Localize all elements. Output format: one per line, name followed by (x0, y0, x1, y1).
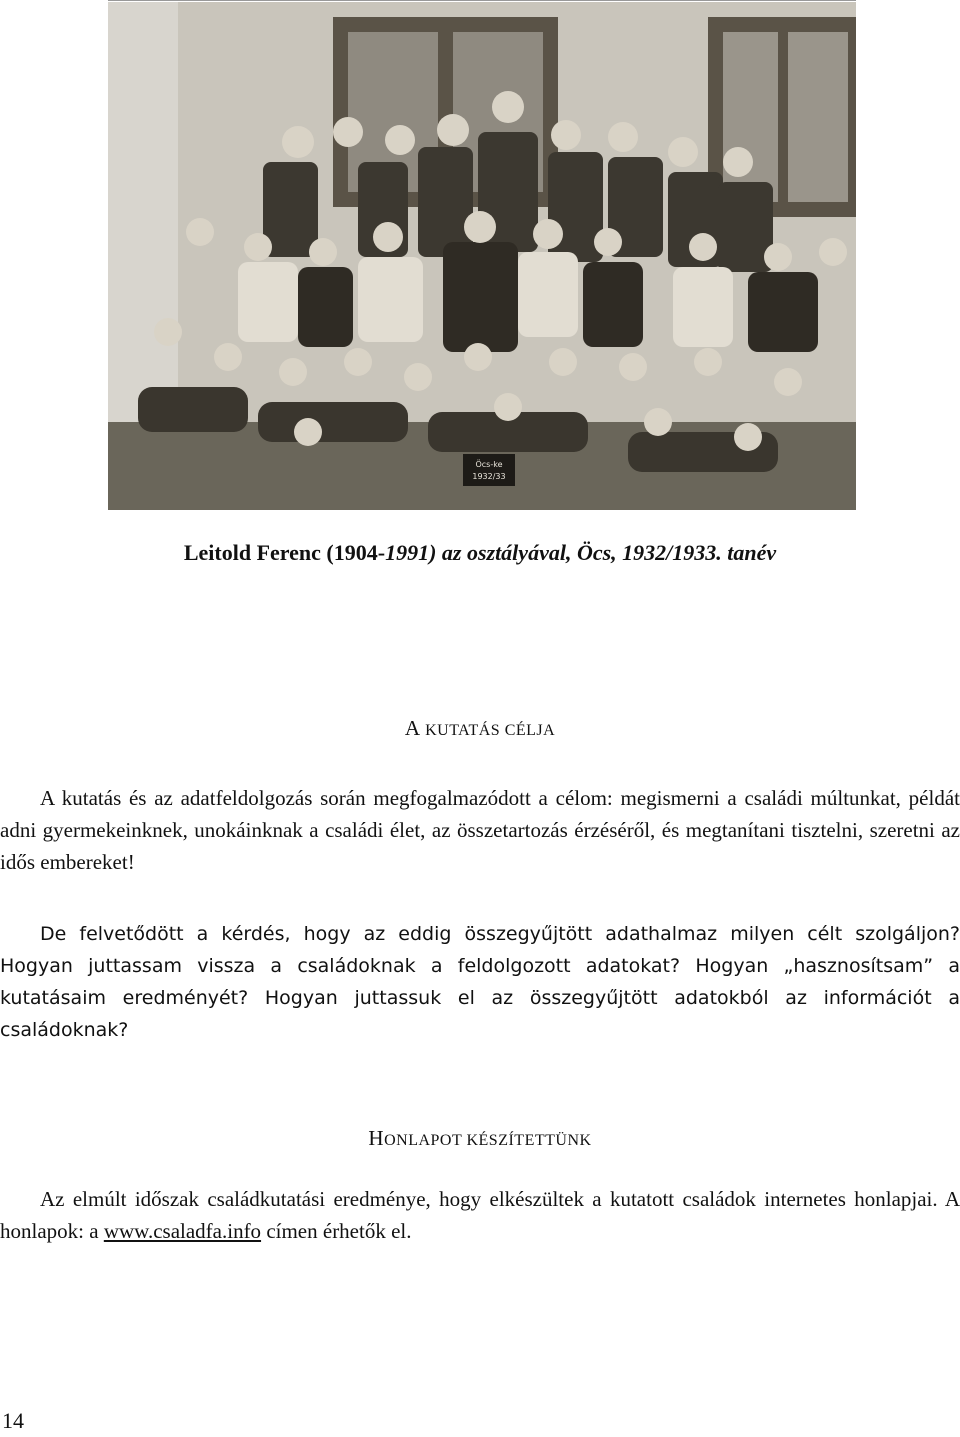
caption-bold: Leitold Ferenc (1904- (183, 540, 386, 565)
slate-line1: Öcs-ke (475, 460, 503, 469)
slate-line2: 1932/33 (472, 472, 506, 481)
class-photo-illustration (108, 2, 856, 510)
paragraph-text: A kutatás és az adatfeldolgozás során megfogalmazódott a célom: megismerni a családi múltunkat, példát adni gyermekeinknek, unokáinknak a családi élet, az összetartozás érzéséről, és megtanítani tisztelni, szeretni az idős embereket! (0, 786, 960, 874)
caption-italic: 1991) az osztályával, Öcs, 1932/1933. tanév (385, 540, 777, 565)
paragraph-homepage (0, 1183, 960, 1247)
heading-rest: KUTATÁS CÉLJA (425, 722, 556, 739)
paragraph-text-before: Az elmúlt időszak családkutatási eredménye, hogy elkészültek a kutatott családok internetes honlapjai. A honlapok: a (0, 1187, 960, 1243)
paragraph-research-goal (0, 782, 960, 878)
class-photo (108, 2, 856, 510)
paragraph-text-after: címen érhetők el. (261, 1219, 412, 1243)
paragraph-questions (0, 918, 960, 1046)
paragraph-text: De felvetődött a kérdés, hogy az eddig összegyűjtött adathalmaz milyen célt szolgáljon? Hogyan juttassam vissza a családoknak a feldolgozott adatokat? Hogyan „hasznosítsam” a kutatásaim eredményét? Hogyan juttassuk el az összegyűjtött adatokból az információt a családoknak? (0, 923, 960, 1041)
heading-rest: ONLAPOT KÉSZÍTETTÜNK (384, 1132, 592, 1149)
photo-caption (0, 540, 960, 566)
website-link[interactable]: www.csaladfa.info (103, 1219, 262, 1243)
slate-board (463, 454, 515, 486)
top-rule (108, 0, 856, 1)
section-heading-homepage (0, 1126, 960, 1151)
teacher-figure (443, 242, 518, 352)
page-number: 14 (2, 1408, 24, 1433)
heading-initial: H (368, 1126, 385, 1150)
section-heading-research-goal (0, 716, 960, 741)
heading-initial: A (404, 716, 420, 740)
